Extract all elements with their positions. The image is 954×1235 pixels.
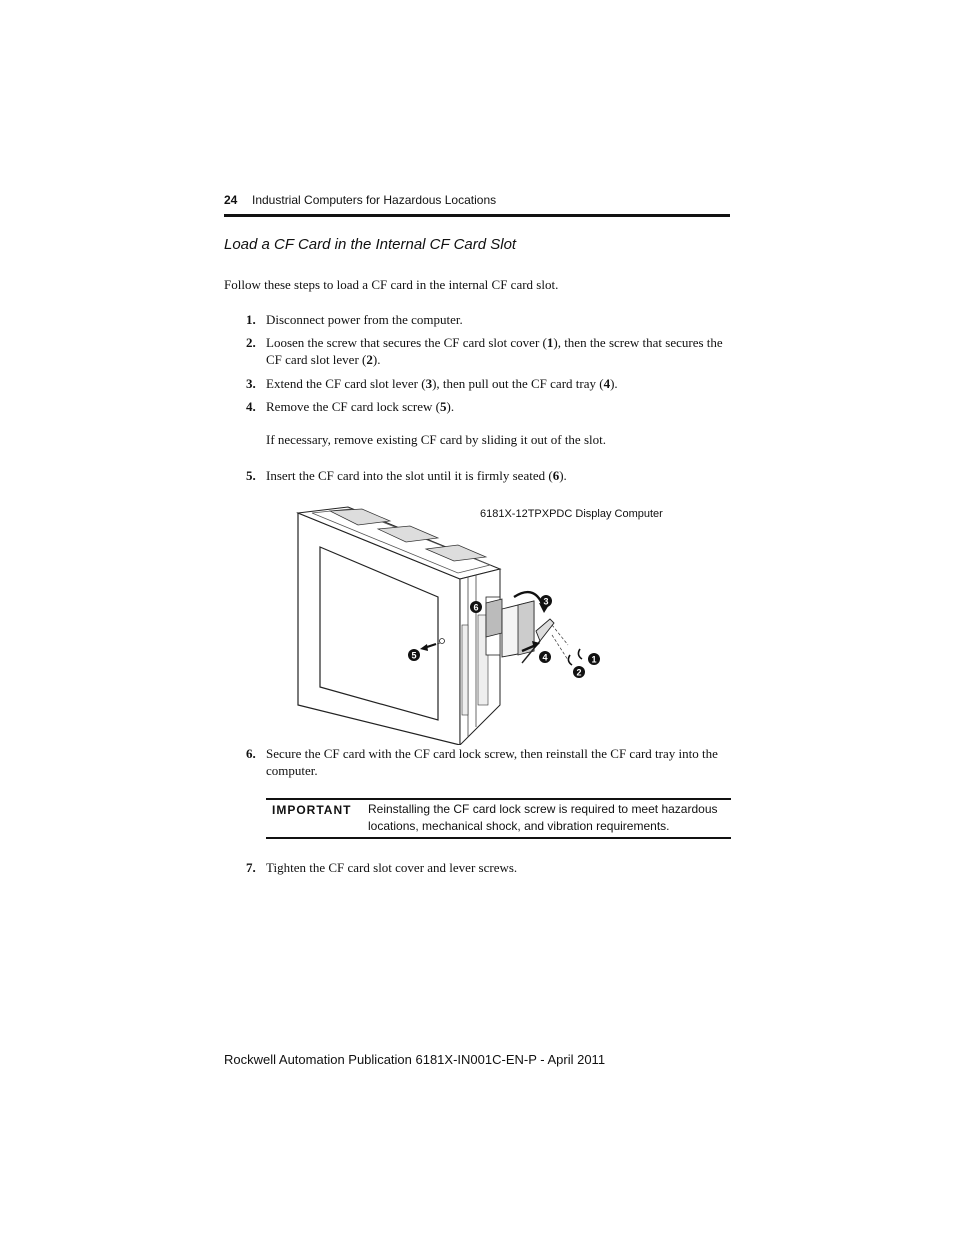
step-text (266, 311, 730, 328)
callout-1: 1 (591, 654, 597, 665)
step-text (266, 398, 730, 415)
step-text-part: ). (559, 468, 567, 483)
step-text-part: ). (372, 352, 381, 367)
important-rule-top (266, 798, 731, 800)
step-number: 7. (246, 860, 256, 875)
callout-reference: 5 (440, 399, 447, 414)
step-text-part: Tighten the CF card slot cover and lever screws. (266, 860, 518, 875)
callout-2: 2 (576, 667, 582, 678)
callout-reference: 6 (552, 468, 560, 483)
important-rule-bottom (266, 837, 731, 839)
step-3 (246, 375, 730, 392)
intro-paragraph: Follow these steps to load a CF card in the internal CF card slot. (224, 277, 559, 292)
step-text-part: ). (610, 376, 618, 391)
callout-3: 3 (543, 596, 549, 607)
step-5 (246, 467, 730, 484)
callout-reference: 3 (425, 376, 433, 391)
step-text-part: Extend the CF card slot lever ( (266, 376, 426, 391)
step-text (266, 467, 730, 484)
step-number: 6. (246, 746, 256, 761)
step-4 (246, 398, 730, 415)
figure-caption: 6181X-12TPXPDC Display Computer (480, 508, 663, 520)
running-title: Industrial Computers for Hazardous Locations (252, 193, 497, 207)
step-text-part: Insert the CF card into the slot until it is firmly seated ( (266, 468, 553, 483)
step-text (266, 375, 730, 392)
step-text-part: Remove the CF card lock screw ( (266, 399, 441, 414)
step-text-part: ). (446, 399, 455, 414)
step-text-part: Secure the CF card with the CF card lock screw, then reinstall the CF card tray into the computer. (266, 746, 718, 778)
important-text: Reinstalling the CF card lock screw is required to meet hazardous locations, mechanical shock, and vibration requirements. (368, 802, 718, 833)
step-1 (246, 311, 730, 328)
step-number: 5. (246, 468, 256, 483)
step-4-note: If necessary, remove existing CF card by sliding it out of the slot. (266, 432, 606, 447)
step-6 (246, 745, 730, 779)
callout-reference: 1 (546, 335, 554, 350)
step-number: 3. (246, 376, 256, 391)
step-number: 1. (246, 312, 256, 327)
step-2 (246, 334, 730, 368)
section-title: Load a CF Card in the Internal CF Card Slot (224, 236, 517, 253)
cf-card-installation-figure (290, 505, 620, 745)
step-text (266, 745, 730, 779)
page-number: 24 (224, 193, 238, 207)
step-text-part: ), then pull out the CF card tray ( (432, 376, 604, 391)
step-text-part: ), then the screw that secures the CF card slot lever ( (266, 335, 723, 367)
step-text (266, 859, 730, 876)
step-7 (246, 859, 730, 876)
callout-6: 6 (473, 602, 479, 613)
footer-publication: Rockwell Automation Publication 6181X-IN001C-EN-P - April 2011 (224, 1052, 606, 1067)
important-label: IMPORTANT (272, 803, 352, 817)
callout-4: 4 (542, 652, 548, 663)
step-number: 2. (246, 335, 256, 350)
step-text-part: Disconnect power from the computer. (266, 312, 463, 327)
callout-reference: 4 (603, 376, 611, 391)
callout-reference: 2 (366, 352, 373, 367)
header-rule (224, 214, 730, 217)
callout-5: 5 (411, 650, 417, 661)
step-number: 4. (246, 399, 256, 414)
step-text-part: Loosen the screw that secures the CF card slot cover ( (266, 335, 547, 350)
step-text (266, 334, 730, 368)
